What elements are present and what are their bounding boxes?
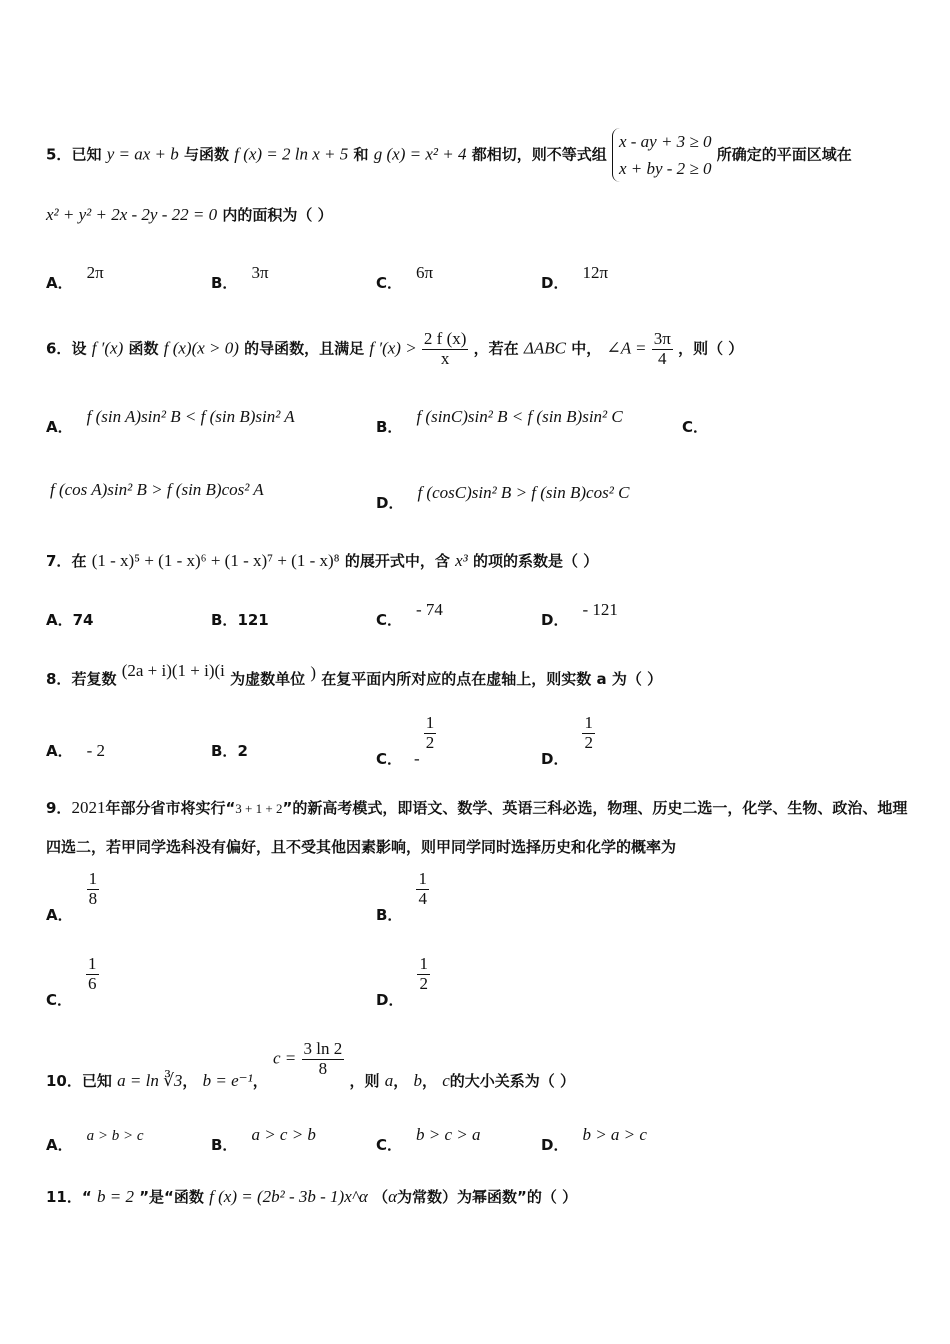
fraction: $\frac{2 f (x)}{x}$ (423, 329, 467, 368)
math-tangent-line: y = ax + b (106, 144, 179, 164)
inequality-system: x - ay + 3 ≥ 0 x + by - 2 ≥ 0 (612, 128, 712, 182)
q10-option-c[interactable]: C．b > c > a (376, 1125, 481, 1154)
question-11-stem: 11．“ b = 2 ”是“函数 f (x) = (2b² - 3b - 1)x^α （α为常数）为幂函数”的（ ） (46, 1187, 578, 1206)
q9-option-d[interactable]: D． $\frac{1}{2}$ (376, 954, 428, 1009)
math-function-g: g (x) = x² + 4 (373, 144, 467, 164)
q7-option-a[interactable]: A．74 (46, 611, 94, 629)
math-binomial-sum: (1 - x)⁵ + (1 - x)⁶ + (1 - x)⁷ + (1 - x)⁸ (91, 551, 340, 570)
fraction: $\frac{3 \ln 2}{8}$ (303, 1039, 343, 1078)
q7-option-d[interactable]: D．- 121 (541, 600, 618, 629)
q7-option-c[interactable]: C．- 74 (376, 600, 443, 629)
q6-option-c-label[interactable]: C． (682, 418, 709, 436)
math-circle-equation: x² + y² + 2x - 2y - 22 = 0 (46, 205, 218, 224)
q9-option-b[interactable]: B． $\frac{1}{4}$ (376, 869, 427, 924)
q6-option-c[interactable]: f (cos A)sin² B > f (sin B)cos² A (50, 480, 264, 499)
question-9-stem: 9．2021年部分省市将实行“3 + 1 + 2”的新高考模式，即语文、数学、英语三科必选，物理、历史二选一，化学、生物、政治、地理四选二，若甲同学选科没有偏好，且不受其他因素影响，则甲同学同时选择历史和化学的概率为 (46, 798, 908, 856)
q7-option-b[interactable]: B．121 (211, 611, 269, 629)
q6-option-b[interactable]: B．f (sinC)sin² B < f (sin B)sin² C (376, 407, 623, 436)
math-power-function: f (x) = (2b² - 3b - 1)x^α (209, 1187, 368, 1206)
q6-option-d[interactable]: D．f (cosC)sin² B > f (sin B)cos² C (376, 483, 630, 512)
q5-option-a[interactable]: A．2π (46, 263, 104, 292)
question-10-stem: 10．已知 a = ln ∛3， b = e⁻¹， c = $\frac{3 \ln 2}{8}$ ，则 a， b， c的大小关系为（ ） (46, 1039, 576, 1090)
question-8-stem: 8．若复数 (2a + i)(1 + i)(i 为虚数单位 ) 在复平面内所对应的点在虚轴上，则实数 a 为（ ） (46, 661, 663, 688)
question-5-stem-cont: x² + y² + 2x - 2y - 22 = 0 内的面积为（ ） (46, 205, 333, 224)
q8-option-a[interactable]: A． - 2 (46, 741, 106, 760)
q6-option-a[interactable]: A．f (sin A)sin² B < f (sin B)sin² A (46, 407, 295, 436)
q10-option-b[interactable]: B．a > c > b (211, 1125, 316, 1154)
q5-option-c[interactable]: C．6π (376, 263, 434, 292)
q10-option-a[interactable]: A． a > b > c (46, 1128, 144, 1154)
fraction: $\frac{3\pi}{4}$ (653, 329, 671, 368)
q5-option-b[interactable]: B．3π (211, 263, 269, 292)
q10-option-d[interactable]: D．b > a > c (541, 1125, 647, 1154)
math-function-f: f (x) = 2 ln x + 5 (234, 144, 349, 164)
q8-option-b[interactable]: B．2 (211, 742, 248, 760)
q8-option-d[interactable]: D． $\frac{1}{2}$ (541, 713, 593, 768)
q8-option-c[interactable]: C． - $\frac{1}{2}$ (376, 713, 435, 768)
q5-option-d[interactable]: D．12π (541, 263, 609, 292)
question-6-stem: 6．设 f ′(x) 函数 f (x)(x > 0) 的导函数，且满足 f ′(x) > $\frac{2 f (x)}{x}$ ，若在 ΔABC 中， ∠A = $\frac{3\pi}{4}$ ，则（ ） (46, 329, 744, 368)
q9-option-c[interactable]: C． $\frac{1}{6}$ (46, 954, 97, 1009)
q9-option-a[interactable]: A． $\frac{1}{8}$ (46, 869, 98, 924)
question-5-stem: 5．已知 y = ax + b 与函数 f (x) = 2 ln x + 5 和 g (x) = x² + 4 都相切，则不等式组 x - ay + 3 ≥ 0 x + by - 2 ≥ 0 所确定的平面区域在 (46, 128, 852, 182)
question-7-stem: 7．在 (1 - x)⁵ + (1 - x)⁶ + (1 - x)⁷ + (1 - x)⁸ 的展开式中，含 x³ 的项的系数是（ ） (46, 551, 599, 570)
